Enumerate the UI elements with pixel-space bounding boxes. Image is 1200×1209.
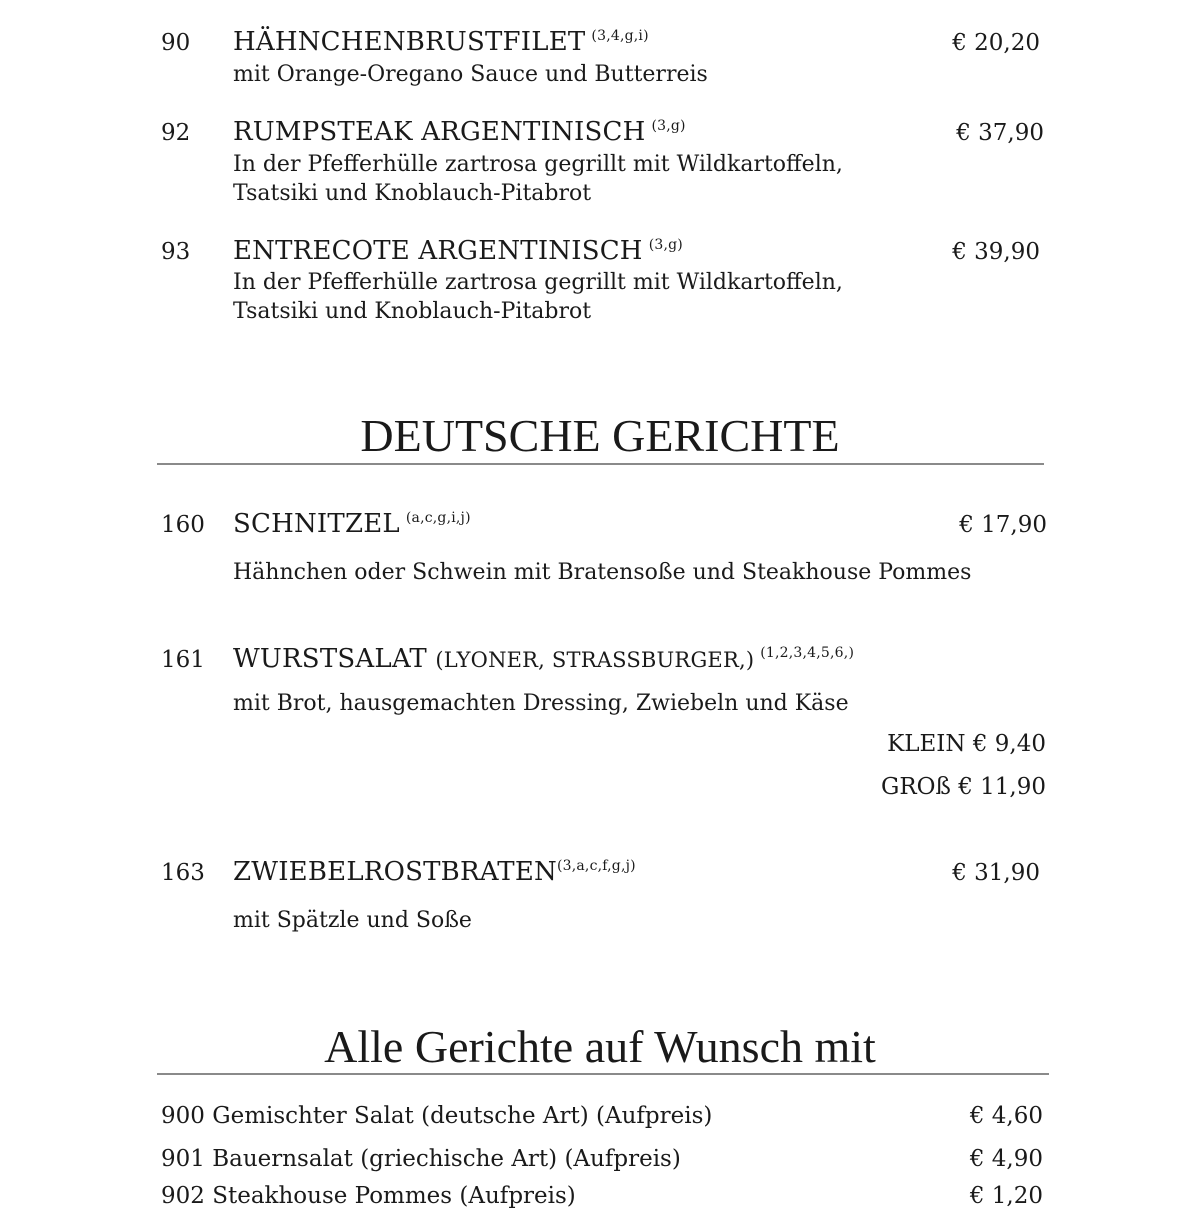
item-description: mit Brot, hausgemachten Dressing, Zwiebeln und Käse xyxy=(233,691,849,716)
side-item-price: € 4,90 xyxy=(969,1146,1043,1172)
item-name xyxy=(233,27,649,57)
section-divider xyxy=(157,1073,1049,1075)
item-name xyxy=(233,857,636,887)
item-description: In der Pfefferhülle zartrosa gegrillt mit Wildkartoffeln, xyxy=(233,270,843,295)
item-description: mit Orange-Oregano Sauce und Butterreis xyxy=(233,62,708,87)
item-allergens: (1,2,3,4,5,6,) xyxy=(760,645,855,661)
item-allergens: (a,c,g,i,j) xyxy=(405,510,471,526)
item-price: € 20,20 xyxy=(952,30,1040,56)
item-number: 163 xyxy=(161,860,205,886)
side-item-label: 900 Gemischter Salat (deutsche Art) (Aufpreis) xyxy=(161,1103,713,1129)
item-description: mit Spätzle und Soße xyxy=(233,908,472,933)
item-number: 90 xyxy=(161,30,191,56)
item-number: 92 xyxy=(161,120,191,146)
item-description: In der Pfefferhülle zartrosa gegrillt mit Wildkartoffeln, xyxy=(233,152,843,177)
item-name xyxy=(233,236,683,266)
item-name-text: SCHNITZEL xyxy=(233,509,400,539)
item-name xyxy=(233,644,854,674)
item-price: € 17,90 xyxy=(959,512,1047,538)
item-name-text: HÄHNCHENBRUSTFILET xyxy=(233,27,586,57)
item-price: € 31,90 xyxy=(952,860,1040,886)
item-price: € 39,90 xyxy=(952,239,1040,265)
item-number: 160 xyxy=(161,512,205,538)
side-item-label: 902 Steakhouse Pommes (Aufpreis) xyxy=(161,1183,576,1209)
item-name-text: RUMPSTEAK ARGENTINISCH xyxy=(233,117,646,147)
item-description: Tsatsiki und Knoblauch-Pitabrot xyxy=(233,299,592,324)
item-allergens: (3,g) xyxy=(648,237,683,253)
item-allergens: (3,4,g,i) xyxy=(591,28,649,44)
item-name-text: ENTRECOTE ARGENTINISCH xyxy=(233,236,643,266)
section-heading: Alle Gerichte auf Wunsch mit xyxy=(324,1021,876,1072)
item-allergens: (3,a,c,f,g,j) xyxy=(556,858,636,874)
size-price-large: GROß € 11,90 xyxy=(880,774,1046,800)
item-name-suffix: (LYONER, STRASSBURGER,) xyxy=(435,648,755,672)
section-heading: DEUTSCHE GERICHTE xyxy=(360,410,840,461)
item-allergens: (3,g) xyxy=(651,118,686,134)
section-divider xyxy=(157,463,1044,465)
size-price-small: KLEIN € 9,40 xyxy=(887,731,1046,757)
item-price: € 37,90 xyxy=(956,120,1044,146)
item-number: 93 xyxy=(161,239,191,265)
side-item-label: 901 Bauernsalat (griechische Art) (Aufpreis) xyxy=(161,1146,681,1172)
item-name xyxy=(233,509,471,539)
side-item-price: € 4,60 xyxy=(969,1103,1043,1129)
item-name-text: ZWIEBELROSTBRATEN xyxy=(233,857,557,887)
item-description: Hähnchen oder Schwein mit Bratensoße und Steakhouse Pommes xyxy=(233,560,972,585)
side-item-price: € 1,20 xyxy=(969,1183,1043,1209)
item-description: Tsatsiki und Knoblauch-Pitabrot xyxy=(233,181,592,206)
item-name xyxy=(233,117,686,147)
item-name-text: WURSTSALAT xyxy=(233,644,427,674)
item-number: 161 xyxy=(161,647,205,673)
